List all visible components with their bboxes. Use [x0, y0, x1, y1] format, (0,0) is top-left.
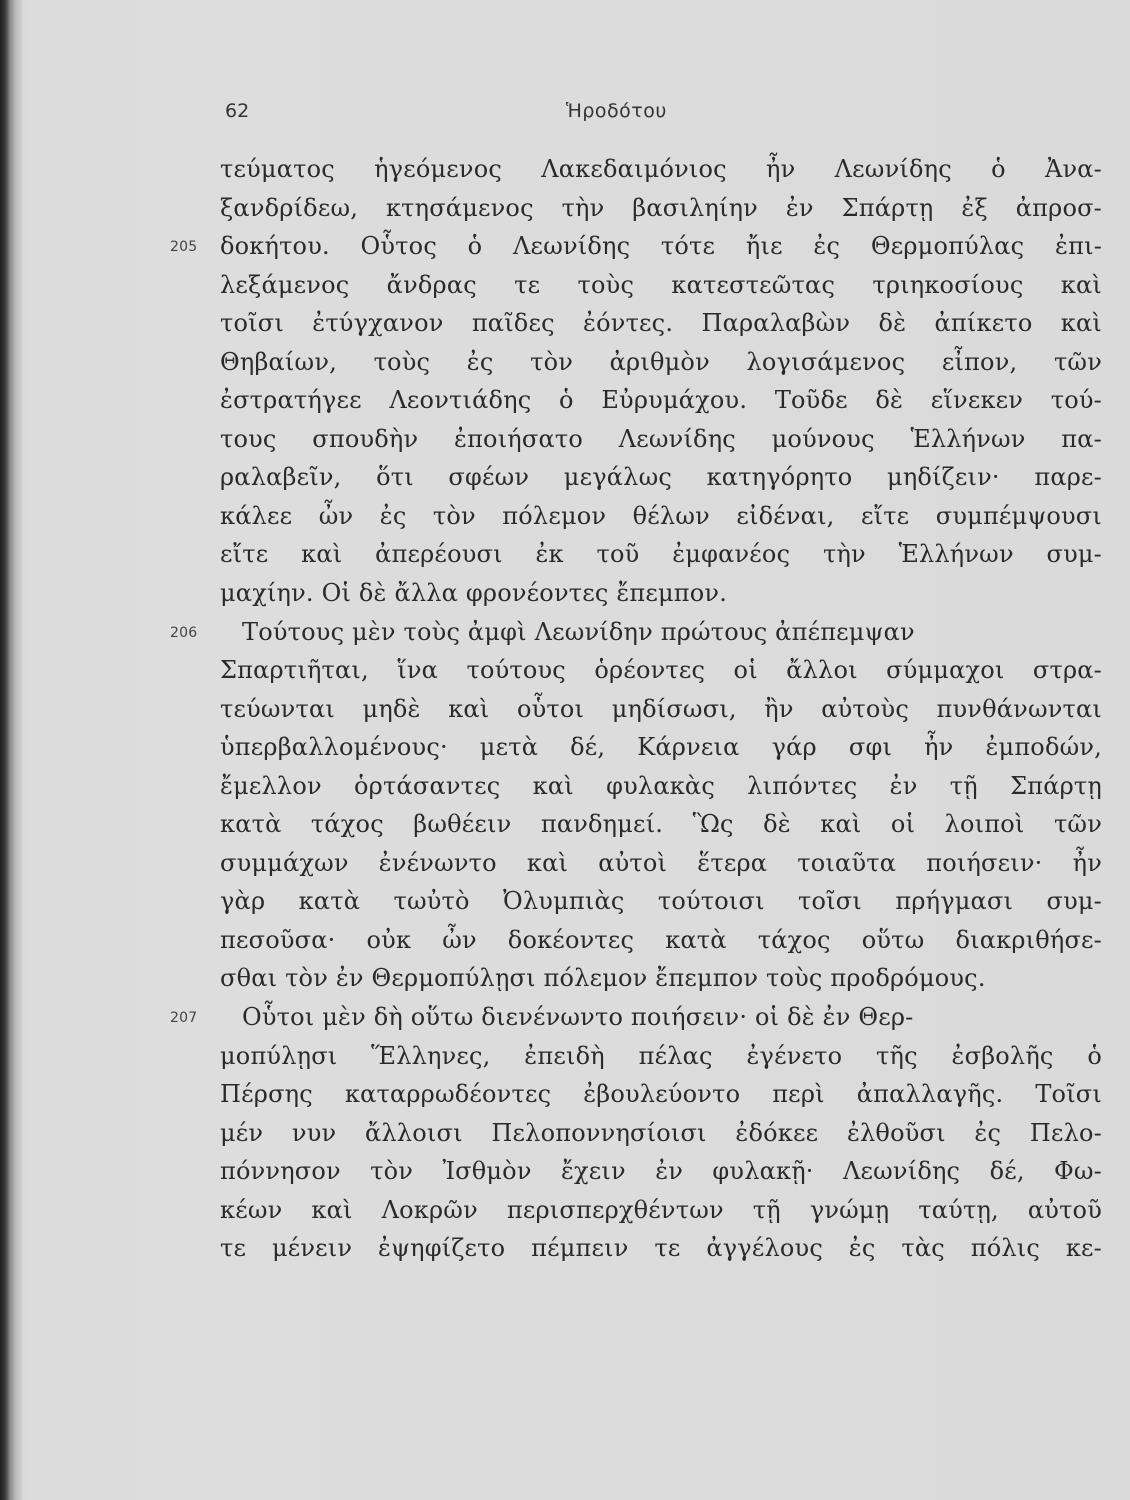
text-line	[220, 728, 1102, 767]
text-line	[220, 1229, 1102, 1268]
line-text: μοπύλῃσι Ἕλληνες, ἐπειδὴ πέλας ἐγένετο τῆς ἐσβολῆς ὁ	[220, 1041, 1102, 1070]
line-text: Τούτους μὲν τοὺς ἀμφὶ Λεωνίδην πρώτους ἀπέπεμψαν	[242, 617, 915, 646]
text-line	[220, 651, 1102, 690]
line-text: τοῖσι ἐτύγχανον παῖδες ἐόντες. Παραλαβὼν δὲ ἀπίκετο καὶ	[220, 309, 1102, 338]
text-line	[220, 1037, 1102, 1076]
line-text: Θηβαίων, τοὺς ἐς τὸν ἀριθμὸν λογισάμενος εἶπον, τῶν	[220, 347, 1102, 376]
text-line	[220, 805, 1102, 844]
text-line	[220, 535, 1102, 574]
text-line	[170, 227, 1102, 266]
running-title: Ἡροδότου	[566, 100, 667, 122]
chapter-number: 205	[170, 239, 198, 256]
text-line	[220, 458, 1102, 497]
chapter-number: 207	[170, 1010, 198, 1027]
main-text-block	[170, 150, 1102, 1268]
text-line	[220, 882, 1102, 921]
line-text: δοκήτου. Οὗτος ὁ Λεωνίδης τότε ἤιε ἐς Θερμοπύλας ἐπι-	[220, 232, 1102, 261]
text-line	[220, 381, 1102, 420]
line-text: κάλεε ὦν ἐς τὸν πόλεμον θέλων εἰδέναι, εἴτε συμπέμψουσι	[220, 501, 1102, 530]
text-line	[220, 690, 1102, 729]
text-line	[220, 304, 1102, 343]
line-text: εἴτε καὶ ἀπερέουσι ἐκ τοῦ ἐμφανέος τὴν Ἑλλήνων συμ-	[220, 540, 1102, 569]
line-text: λεξάμενος ἄνδρας τε τοὺς κατεστεῶτας τριηκοσίους καὶ	[220, 270, 1102, 299]
line-text: κατὰ τάχος βωθέειν πανδημεί. Ὣς δὲ καὶ οἱ λοιποὶ τῶν	[220, 810, 1102, 839]
text-line	[170, 613, 1102, 652]
line-text: τεύματος ἡγεόμενος Λακεδαιμόνιος ἦν Λεωνίδης ὁ Ἀνα-	[220, 155, 1102, 183]
line-text: σθαι τὸν ἐν Θερμοπύλῃσι πόλεμον ἔπεμπον τοὺς προδρόμους.	[220, 964, 986, 993]
text-line	[220, 420, 1102, 459]
page-number: 62	[225, 100, 250, 122]
text-line	[220, 1152, 1102, 1191]
chapter-number: 206	[170, 624, 198, 641]
line-text: τε μένειν ἐψηφίζετο πέμπειν τε ἀγγέλους ἐς τὰς πόλις κε-	[220, 1234, 1102, 1263]
line-text: Πέρσης καταρρωδέοντες ἐβουλεύοντο περὶ ἀπαλλαγῆς. Τοῖσι	[220, 1080, 1102, 1109]
text-line	[220, 343, 1102, 382]
line-text: ξανδρίδεω, κτησάμενος τὴν βασιληίην ἐν Σπάρτῃ ἐξ ἀπροσ-	[220, 193, 1102, 222]
line-text: ὑπερβαλλομένους· μετὰ δέ, Κάρνεια γάρ σφι ἦν ἐμποδών,	[220, 733, 1102, 762]
line-text: μαχίην. Οἱ δὲ ἄλλα φρονέοντες ἔπεμπον.	[220, 579, 728, 608]
text-line	[170, 998, 1102, 1037]
line-text: ἔμελλον ὁρτάσαντες καὶ φυλακὰς λιπόντες ἐν τῇ Σπάρτῃ	[220, 771, 1102, 800]
text-line	[220, 1075, 1102, 1114]
line-text: Οὗτοι μὲν δὴ οὕτω διενένωντο ποιήσειν· οἱ δὲ ἐν Θερ-	[242, 1003, 914, 1032]
line-text: πόννησον τὸν Ἰσθμὸν ἔχειν ἐν φυλακῇ· Λεωνίδης δέ, Φω-	[220, 1157, 1102, 1186]
text-line	[220, 189, 1102, 228]
text-line	[220, 497, 1102, 536]
text-line	[220, 959, 1102, 998]
line-text: τους σπουδὴν ἐποιήσατο Λεωνίδης μούνους Ἑλλήνων πα-	[220, 424, 1102, 453]
binding-edge-line	[6, 0, 8, 1500]
text-line	[220, 574, 1102, 613]
text-line	[220, 921, 1102, 960]
page-header	[225, 100, 1105, 130]
book-binding-shadow	[0, 0, 22, 1500]
line-text: πεσοῦσα· οὐκ ὦν δοκέοντες κατὰ τάχος οὕτω διακριθήσε-	[220, 925, 1102, 954]
text-line	[220, 150, 1102, 189]
text-line	[220, 266, 1102, 305]
line-text: κέων καὶ Λοκρῶν περισπερχθέντων τῇ γνώμῃ ταύτῃ, αὐτοῦ	[220, 1195, 1102, 1224]
text-line	[220, 1191, 1102, 1230]
line-text: μέν νυν ἄλλοισι Πελοποννησίοισι ἐδόκεε ἐλθοῦσι ἐς Πελο-	[220, 1118, 1102, 1147]
line-text: συμμάχων ἐνένωντο καὶ αὐτοὶ ἕτερα τοιαῦτα ποιήσειν· ἦν	[220, 848, 1102, 877]
text-line	[220, 1114, 1102, 1153]
text-line	[220, 844, 1102, 883]
text-line	[220, 767, 1102, 806]
line-text: τεύωνται μηδὲ καὶ οὗτοι μηδίσωσι, ἢν αὐτοὺς πυνθάνωνται	[220, 694, 1102, 723]
line-text: ραλαβεῖν, ὅτι σφέων μεγάλως κατηγόρητο μηδίζειν· παρε-	[220, 463, 1102, 492]
line-text: γὰρ κατὰ τωὐτὸ Ὀλυμπιὰς τούτοισι τοῖσι πρήγμασι συμ-	[220, 887, 1102, 916]
line-text: ἐστρατήγεε Λεοντιάδης ὁ Εὐρυμάχου. Τοῦδε δὲ εἵνεκεν τού-	[220, 386, 1102, 415]
line-text: Σπαρτιῆται, ἵνα τούτους ὁρέοντες οἱ ἄλλοι σύμμαχοι στρα-	[220, 656, 1102, 685]
